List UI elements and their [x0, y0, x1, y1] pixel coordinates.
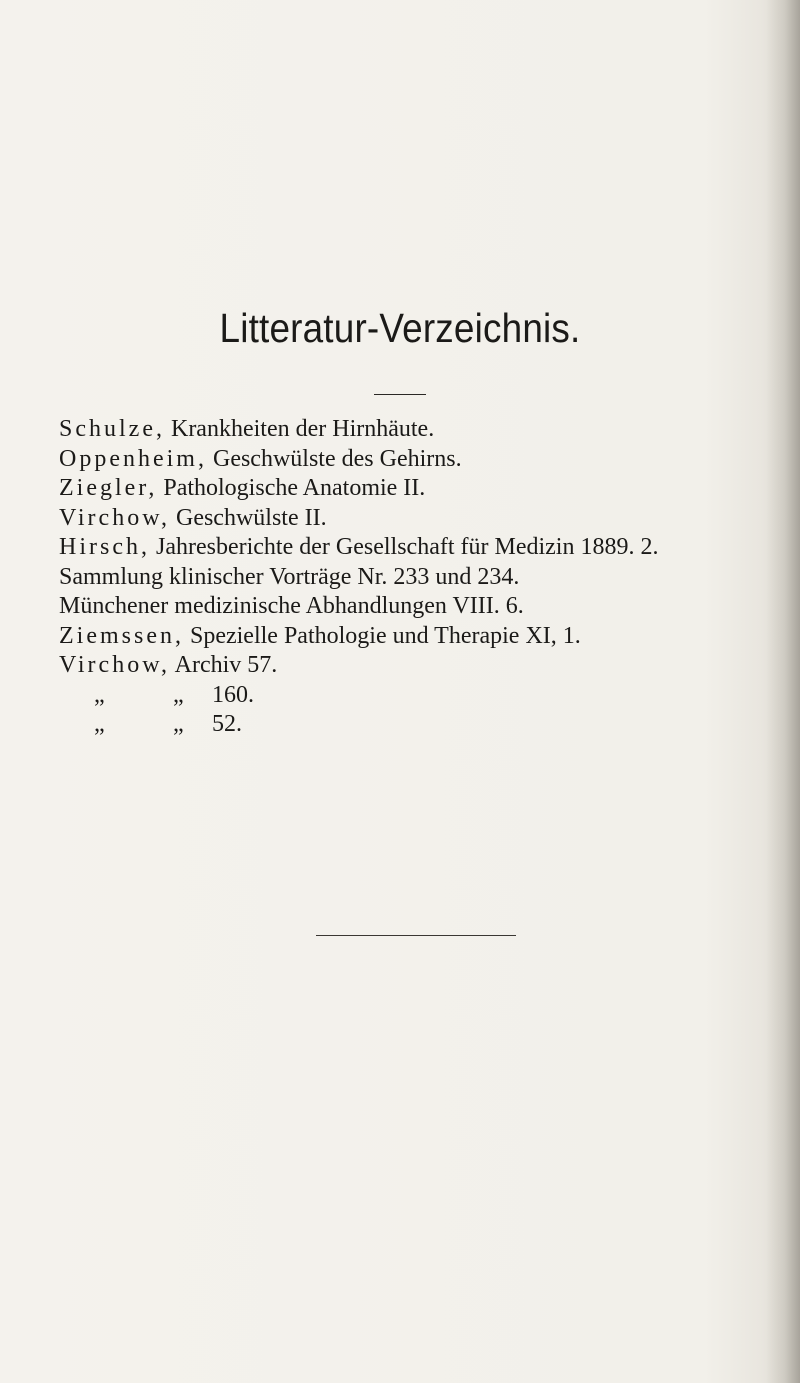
- bibliography-entry: [59, 474, 799, 504]
- ditto-volume: 52.: [212, 711, 242, 737]
- ditto-volume: 160.: [212, 681, 254, 708]
- entry-author: Ziemssen,: [59, 622, 184, 649]
- ditto-mark-author: „: [94, 681, 105, 708]
- ditto-mark-title: „: [173, 711, 184, 737]
- bibliography-entry: [59, 563, 799, 593]
- entry-text: Geschwülste II.: [169, 504, 327, 531]
- bibliography-entry: [59, 592, 799, 622]
- entry-text: Krankheiten der Hirnhäute.: [164, 416, 435, 442]
- entry-text: Archiv 57.: [169, 652, 278, 678]
- entry-author: Virchow,: [59, 652, 170, 678]
- entry-author: Oppenheim,: [59, 445, 207, 472]
- bibliography-entry: [59, 504, 799, 534]
- entry-text: Münchener medizinische Abhandlungen VIII. 6.: [59, 593, 524, 619]
- entry-author: Hirsch,: [59, 534, 150, 560]
- entry-text: Spezielle Pathologie und Therapie XI, 1.: [183, 622, 581, 649]
- bibliography-entry: [59, 622, 799, 652]
- ditto-entry: [59, 710, 799, 740]
- ditto-mark-title: „: [173, 681, 184, 708]
- entry-author: Schulze,: [59, 416, 165, 442]
- bibliography-list: [59, 415, 799, 740]
- ditto-entry: [59, 681, 799, 711]
- entry-author: Ziegler,: [59, 475, 158, 501]
- title-divider: [374, 394, 426, 395]
- closing-divider: [316, 935, 516, 936]
- entry-author: Virchow,: [59, 504, 170, 531]
- bibliography-entry: [59, 445, 799, 475]
- bibliography-entry: [59, 415, 799, 445]
- entry-text: Jahresberichte der Gesellschaft für Medizin 1889. 2.: [149, 534, 659, 560]
- entry-text: Geschwülste des Gehirns.: [206, 445, 462, 472]
- bibliography-entry: [59, 651, 799, 681]
- page-title: Litteratur-Verzeichnis.: [219, 305, 581, 351]
- bibliography-entry: [59, 533, 799, 563]
- ditto-mark-author: „: [94, 711, 105, 737]
- entry-text: Pathologische Anatomie II.: [157, 475, 426, 501]
- entry-text: Sammlung klinischer Vorträge Nr. 233 und 234.: [59, 563, 520, 590]
